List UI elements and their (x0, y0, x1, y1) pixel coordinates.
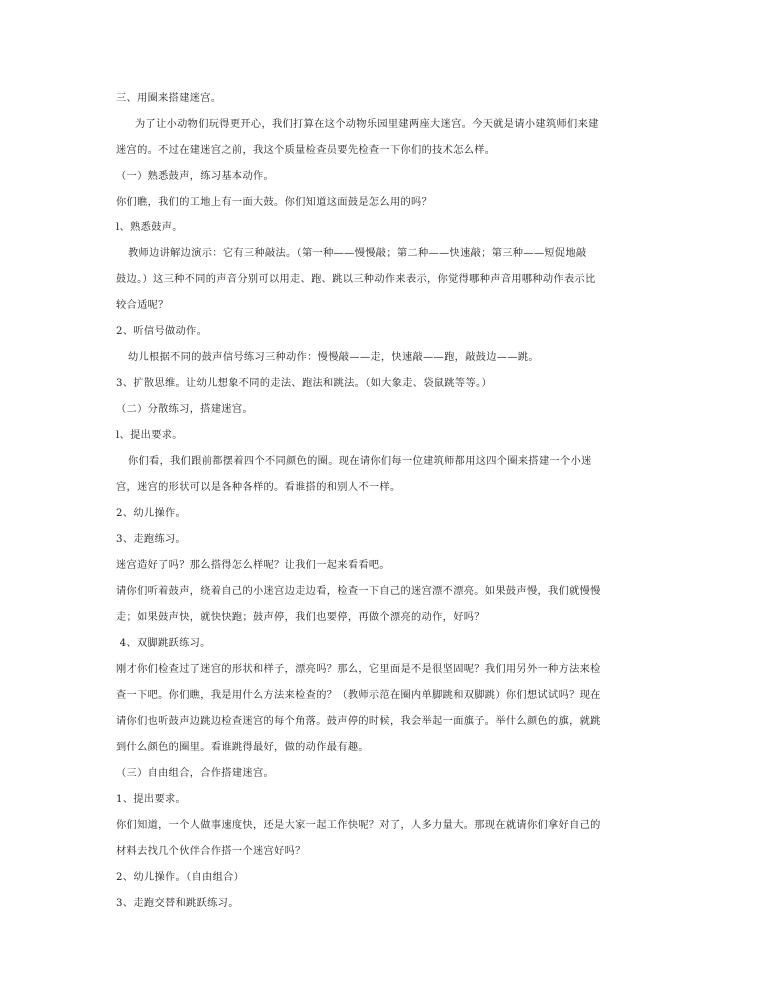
paragraph-line: 请你们也听鼓声边跳边检查迷宫的每个角落。鼓声停的时候，我会举起一面旗子。举什么颜色的旗，就跳 (116, 716, 601, 727)
paragraph-line: 走；如果鼓声快，就快快跑；鼓声停，我们也要停，再做个漂亮的动作，好吗？ (116, 612, 485, 623)
paragraph-line: 刚才你们检查过了迷宫的形状和样子，漂亮吗？那么，它里面是不是很坚固呢？我们用另外一种方法来检 (116, 664, 601, 675)
paragraph-line: 迷宫造好了吗？那么搭得怎么样呢？让我们一起来看看吧。 (116, 560, 390, 571)
paragraph-line: 较合适呢？ (116, 300, 169, 311)
numbered-item: 2、幼儿操作。（自由组合） (116, 872, 245, 883)
paragraph-line: 请你们听着鼓声，绕着自己的小迷宫边走边看，检查一下自己的迷宫漂不漂亮。如果鼓声慢，我们就慢慢 (116, 586, 601, 597)
subsection-heading: （三）自由组合，合作搭建迷宫。 (116, 768, 275, 779)
paragraph-line: 材料去找几个伙伴合作搭一个迷宫好吗？ (116, 846, 306, 857)
numbered-item: 2、听信号做动作。 (116, 326, 208, 337)
numbered-item: 3、走跑交替和跳跃练习。 (116, 898, 239, 909)
section-heading: 三、用圈来搭建迷宫。 (116, 93, 222, 104)
numbered-item: l、熟悉鼓声。 (116, 222, 183, 233)
paragraph-line: 宫，迷宫的形状可以是各种各样的。看谁搭的和别人不一样。 (116, 482, 401, 493)
paragraph-line: 到什么颜色的圈里。看谁跳得最好，做的动作最有趣。 (116, 742, 369, 753)
paragraph-line: 鼓边。）这三种不同的声音分别可以用走、跑、跳以三种动作来表示，你觉得哪种声音用哪种动作表示比 (116, 274, 596, 285)
paragraph-line: 查一下吧。你们瞧，我是用什么方法来检查的？（教师示范在圈内单脚跳和双脚跳）你们想试试吗？现在 (116, 690, 601, 701)
numbered-item: l、提出要求。 (116, 430, 183, 441)
paragraph-line: 迷宫的。不过在建迷宫之前，我这个质量检查员要先检查一下你们的技术怎么样。 (116, 145, 496, 156)
numbered-item: 3、扩散思维。让幼儿想象不同的走法、跑法和跳法。（如大象走、袋鼠跳等等。） (116, 378, 492, 389)
paragraph-line: 你们瞧，我们的工地上有一面大鼓。你们知道这面鼓是怎么用的吗？ (116, 197, 433, 208)
paragraph-line: 幼儿根据不同的鼓声信号练习三种动作：慢慢敲——走，快速敲——跑，敲鼓边——跳。 (128, 352, 539, 363)
numbered-item: 2、幼儿操作。 (116, 508, 187, 519)
paragraph-line: 教师边讲解边演示：它有三种敲法。（第一种——慢慢敲；第二种——快速敲；第三种——短促地敲 (128, 248, 587, 259)
numbered-item: 3、走跑练习。 (116, 534, 187, 545)
paragraph-line: 你们知道，一个人做事速度快，还是大家一起工作快呢？对了，人多力量大。那现在就请你们拿好自己的 (116, 820, 601, 831)
subsection-heading: （二）分散练习，搭建迷宫。 (116, 404, 253, 415)
numbered-item: 1、提出要求。 (116, 794, 187, 805)
numbered-item: 4、双脚跳跃练习。 (116, 638, 211, 649)
subsection-heading: （一）熟悉鼓声，练习基本动作。 (116, 171, 275, 182)
paragraph-line: 你们看，我们跟前都摆着四个不同颜色的圈。现在请你们每一位建筑师都用这四个圈来搭建一个小迷 (128, 456, 592, 467)
paragraph-line: 为了让小动物们玩得更开心，我们打算在这个动物乐园里建两座大迷宫。今天就是请小建筑师们来建 (135, 119, 599, 130)
